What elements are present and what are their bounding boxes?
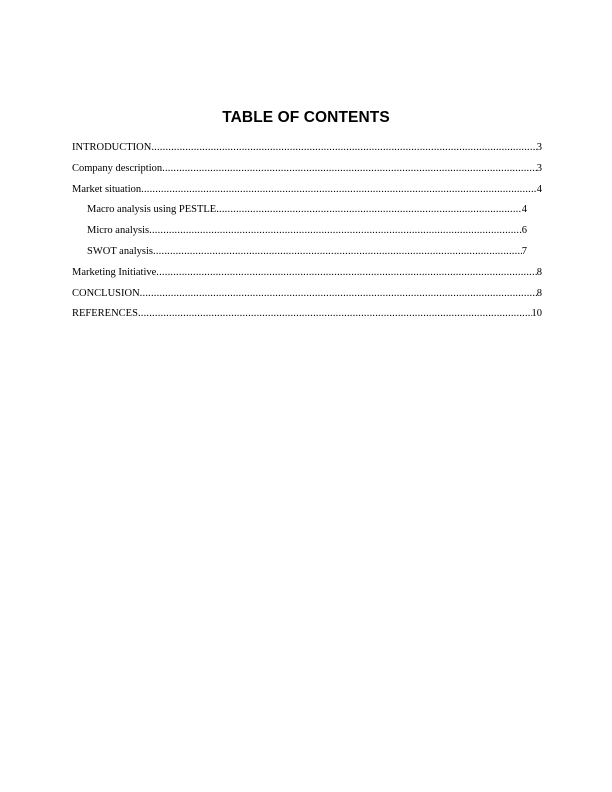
toc-entry-conclusion[interactable] (72, 287, 542, 308)
toc-entry-macro-analysis[interactable] (87, 203, 527, 224)
toc-entry-page-number: 4 (536, 183, 542, 195)
toc-entry-page-number: 4 (521, 204, 527, 216)
toc-entry-label: SWOT analysis (87, 245, 154, 257)
toc-dot-leader (216, 203, 522, 217)
toc-title: TABLE OF CONTENTS (222, 109, 390, 126)
toc-entry-label: REFERENCES (72, 308, 138, 320)
toc-entry-label: INTRODUCTION (72, 142, 152, 153)
toc-entry-page-number: 3 (536, 142, 542, 153)
toc-dot-leader (156, 266, 536, 280)
toc-entry-references[interactable] (72, 307, 542, 328)
toc-dot-leader (141, 183, 537, 197)
table-of-contents (72, 141, 542, 328)
toc-dot-leader (140, 287, 537, 301)
toc-entry-company-description[interactable] (72, 162, 542, 183)
toc-entry-page-number: 8 (536, 266, 542, 278)
toc-dot-leader (153, 245, 522, 259)
toc-entry-marketing-initiative[interactable] (72, 266, 542, 287)
toc-entry-label: CONCLUSION (72, 287, 140, 299)
toc-entry-label: Market situation (72, 183, 142, 195)
toc-entry-introduction[interactable] (72, 141, 542, 162)
toc-dot-leader (138, 307, 532, 321)
toc-entry-label: Macro analysis using PESTLE (87, 204, 217, 216)
toc-entry-page-number: 6 (521, 225, 527, 237)
toc-dot-leader (149, 224, 522, 238)
toc-entry-page-number: 3 (536, 162, 542, 174)
toc-entry-label: Company description (72, 162, 163, 174)
toc-dot-leader (162, 162, 537, 176)
toc-entry-page-number: 10 (531, 308, 542, 320)
toc-entry-swot-analysis[interactable] (87, 245, 527, 266)
toc-entry-micro-analysis[interactable] (87, 224, 527, 245)
toc-entry-label: Micro analysis (87, 225, 150, 237)
toc-dot-leader (151, 141, 536, 155)
toc-entry-label: Marketing Initiative (72, 266, 157, 278)
toc-entry-market-situation[interactable] (72, 183, 542, 204)
toc-entry-page-number: 8 (536, 287, 542, 299)
toc-entry-page-number: 7 (521, 245, 527, 257)
